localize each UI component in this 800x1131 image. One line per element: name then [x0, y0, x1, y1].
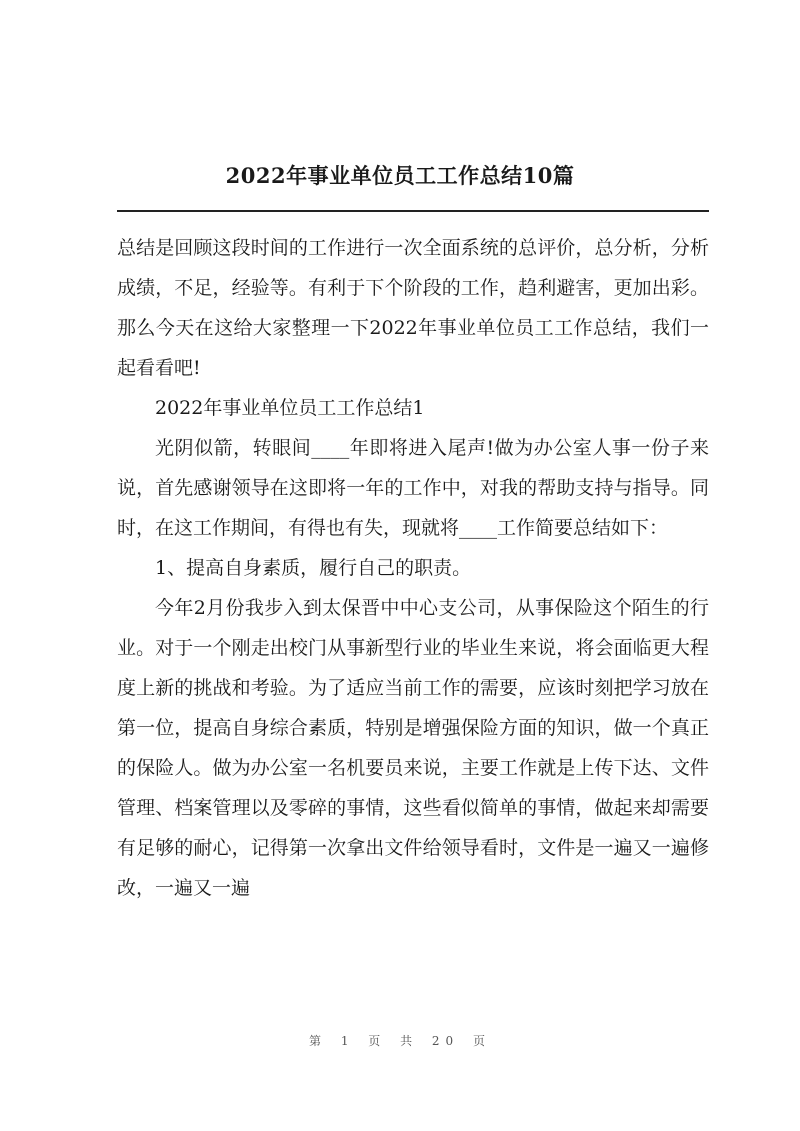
title-divider: [117, 210, 709, 212]
document-body: [117, 228, 709, 908]
paragraph: 光阴似箭，转眼间____年即将进入尾声!做为办公室人事一份子来说，首先感谢领导在这即将一年的工作中，对我的帮助支持与指导。同时，在这工作期间，有得也有失，现就将____工作简要总结如下：: [117, 437, 709, 539]
document-title: 2022年事业单位员工工作总结10篇: [225, 163, 575, 188]
paragraph: 今年2月份我步入到太保晋中中心支公司，从事保险这个陌生的行业。对于一个刚走出校门从事新型行业的毕业生来说，将会面临更大程度上新的挑战和考验。为了适应当前工作的需要，应该时刻把学习放在第一位，提高自身综合素质，特别是增强保险方面的知识，做一个真正的保险人。做为办公室一名机要员来说，主要工作就是上传下达、文件管理、档案管理以及零碎的事情，这些看似简单的事情，做起来却需要有足够的耐心，记得第一次拿出文件给领导看时，文件是一遍又一遍修改，一遍又一遍: [117, 597, 709, 899]
section-heading: 2022年事业单位员工工作总结1: [155, 397, 425, 419]
page-number: 第 1 页 共 20 页: [309, 1034, 491, 1048]
paragraph-intro: 总结是回顾这段时间的工作进行一次全面系统的总评价，总分析，分析成绩，不足，经验等。有利于下个阶段的工作，趋利避害，更加出彩。那么今天在这给大家整理一下2022年事业单位员工工作总结，我们一起看看吧!: [117, 237, 709, 379]
numbered-point: 1、提高自身素质，履行自己的职责。: [155, 557, 472, 579]
